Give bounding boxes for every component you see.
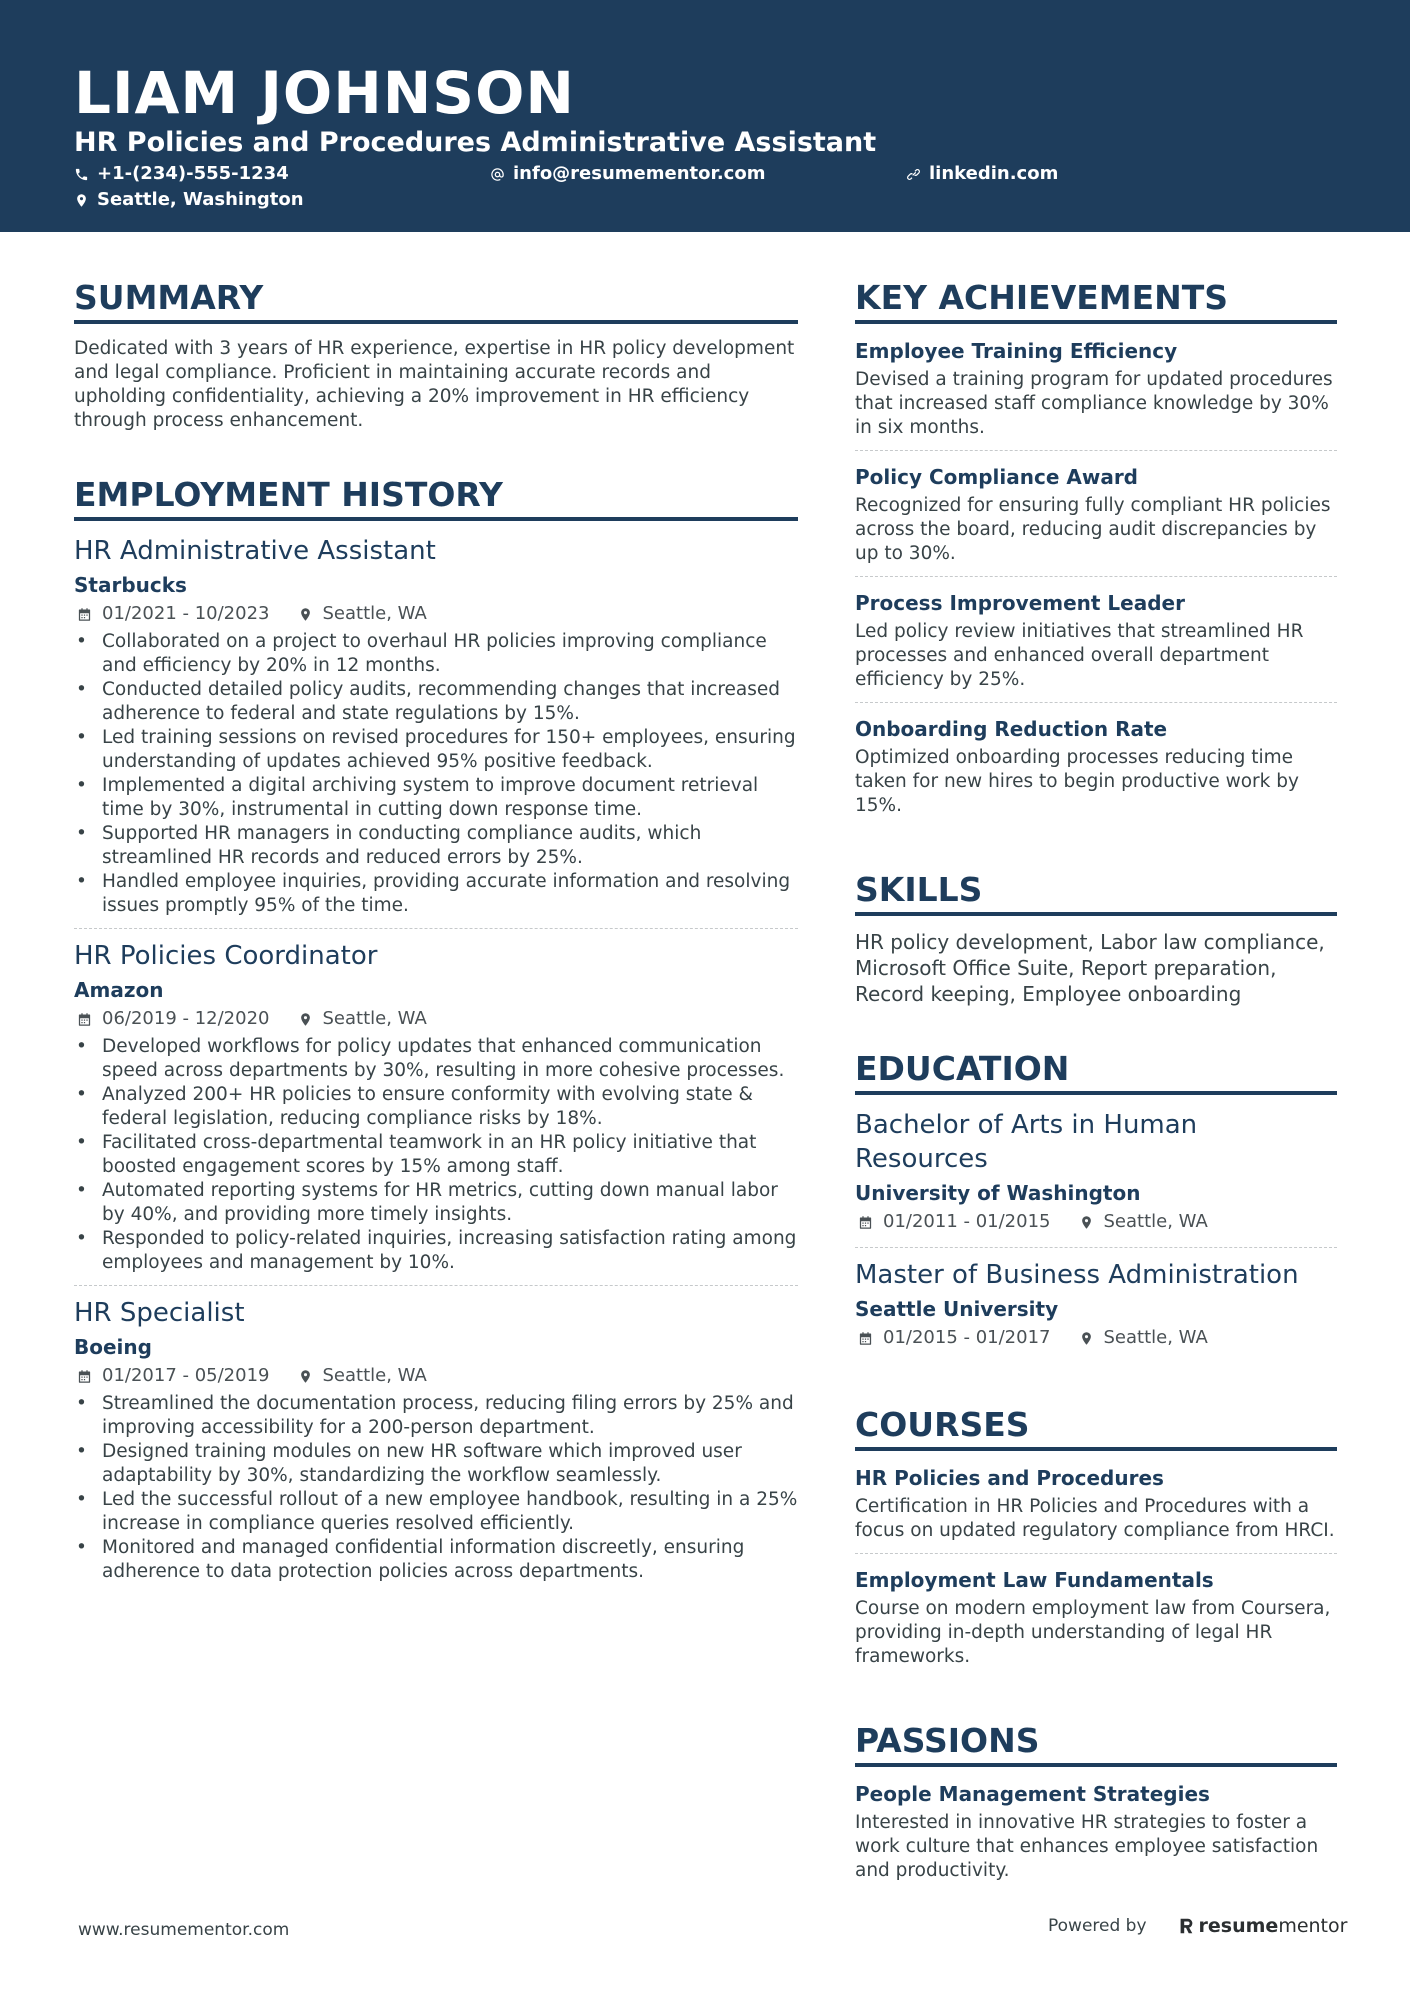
footer-website[interactable]: www.resumementor.com xyxy=(78,1920,290,1940)
education-item xyxy=(855,1258,1337,1363)
location-pin-icon xyxy=(1079,1331,1094,1346)
job-bullet: • Facilitated cross-departmental teamwork in an HR policy initiative that boosted engagement scores by 15% among staff. xyxy=(74,1131,798,1179)
achievement-item xyxy=(855,463,1337,577)
contact-email[interactable] xyxy=(490,162,765,186)
job-entry xyxy=(74,1296,798,1594)
education-dates xyxy=(858,1210,1051,1234)
calendar-icon xyxy=(77,607,92,622)
school-name: Seattle University xyxy=(855,1297,1059,1321)
job-dates xyxy=(77,602,270,626)
job-bullet: • Monitored and managed confidential information discreetly, ensuring adherence to data protection policies across departments. xyxy=(74,1536,798,1584)
job-bullet: • Streamlined the documentation process, reducing filing errors by 25% and improving accessibility for a 200-person department. xyxy=(74,1392,798,1440)
job-title: HR Specialist xyxy=(74,1298,245,1328)
brand-light-text: mentor xyxy=(1278,1915,1348,1937)
summary-text: Dedicated with 3 years of HR experience, expertise in HR policy development and legal compliance. Proficient in maintaining accurate records and upholding confidentiality, achieving a 20% improvement in HR efficiency through process enhancement. xyxy=(74,338,795,431)
job-bullets xyxy=(74,630,798,918)
passion-text: Interested in innovative HR strategies to foster a work culture that enhances employee satisfaction and productivity. xyxy=(855,1812,1319,1881)
education-location-text: Seattle, WA xyxy=(1103,1327,1208,1348)
resume-header xyxy=(0,0,1410,232)
left-column xyxy=(74,278,798,1636)
job-bullet: • Analyzed 200+ HR policies to ensure conformity with evolving state & federal legislation, reducing compliance risks by 18%. xyxy=(74,1083,798,1131)
achievement-text: Led policy review initiatives that streamlined HR processes and enhanced overall department efficiency by 25%. xyxy=(855,621,1304,690)
courses-heading: COURSES xyxy=(855,1405,1337,1451)
achievement-item xyxy=(855,337,1337,451)
course-text: Course on modern employment law from Coursera, providing in-depth understanding of legal HR frameworks. xyxy=(855,1598,1331,1667)
linkedin-text: linkedin.com xyxy=(929,163,1059,184)
job-meta xyxy=(74,602,798,626)
achievement-item xyxy=(855,715,1337,828)
courses-section xyxy=(855,1405,1337,1679)
job-bullet: • Automated reporting systems for HR metrics, cutting down manual labor by 40%, and providing more timely insights. xyxy=(74,1179,798,1227)
education-location xyxy=(1079,1326,1208,1350)
job-entry xyxy=(74,939,798,1286)
phone-icon xyxy=(74,167,89,182)
location-pin-icon xyxy=(298,607,313,622)
passions-heading: PASSIONS xyxy=(855,1721,1337,1767)
job-bullet: • Supported HR managers in conducting compliance audits, which streamlined HR records and reduced errors by 25%. xyxy=(74,822,798,870)
achievements-heading: KEY ACHIEVEMENTS xyxy=(855,278,1337,324)
candidate-name: LIAM JOHNSON xyxy=(74,59,575,127)
job-bullet: • Developed workflows for policy updates that enhanced communication speed across departments by 30%, resulting in more cohesive processes. xyxy=(74,1035,798,1083)
job-dates-text: 01/2021 - 10/2023 xyxy=(102,603,270,624)
job-bullet: • Handled employee inquiries, providing accurate information and resolving issues promptly 95% of the time. xyxy=(74,870,798,918)
education-item xyxy=(855,1108,1337,1248)
achievement-title: Onboarding Reduction Rate xyxy=(855,717,1168,741)
contact-linkedin[interactable] xyxy=(906,162,1058,186)
degree-name: Master of Business Administration xyxy=(855,1260,1299,1290)
job-location-text: Seattle, WA xyxy=(322,603,427,624)
achievement-text: Devised a training program for updated procedures that increased staff compliance knowledge by 30% in six months. xyxy=(855,369,1333,438)
right-column xyxy=(855,278,1337,1935)
passion-title: People Management Strategies xyxy=(855,1782,1210,1806)
job-meta xyxy=(74,1364,798,1388)
job-bullet: • Responded to policy-related inquiries, increasing satisfaction rating among employees and management by 10%. xyxy=(74,1227,798,1275)
job-entry xyxy=(74,534,798,929)
company-name: Amazon xyxy=(74,978,164,1002)
education-dates-text: 01/2011 - 01/2015 xyxy=(883,1211,1051,1232)
achievement-item xyxy=(855,589,1337,703)
job-meta xyxy=(74,1007,798,1031)
footer-powered-by xyxy=(1048,1915,1347,1937)
job-bullet: • Led training sessions on revised procedures for 150+ employees, ensuring understanding of updates achieved 95% positive feedback. xyxy=(74,726,798,774)
course-item xyxy=(855,1464,1337,1554)
job-dates-text: 01/2017 - 05/2019 xyxy=(102,1365,270,1386)
skills-text: HR policy development, Labor law compliance, Microsoft Office Suite, Report preparation, Record keeping, Employee onboarding xyxy=(855,930,1325,1006)
course-item xyxy=(855,1566,1337,1679)
job-title: HR Policies Coordinator xyxy=(74,941,378,971)
job-bullet: • Implemented a digital archiving system to improve document retrieval time by 30%, instrumental in cutting down response time. xyxy=(74,774,798,822)
course-text: Certification in HR Policies and Procedures with a focus on updated regulatory compliance from HRCI. xyxy=(855,1496,1335,1541)
employment-heading: EMPLOYMENT HISTORY xyxy=(74,475,798,521)
resumementor-logo-icon xyxy=(1177,1917,1195,1935)
school-name: University of Washington xyxy=(855,1181,1141,1205)
company-name: Boeing xyxy=(74,1335,152,1359)
education-heading: EDUCATION xyxy=(855,1049,1337,1095)
achievement-title: Employee Training Efficiency xyxy=(855,339,1178,363)
course-title: HR Policies and Procedures xyxy=(855,1466,1164,1490)
course-title: Employment Law Fundamentals xyxy=(855,1568,1214,1592)
calendar-icon xyxy=(77,1369,92,1384)
calendar-icon xyxy=(77,1012,92,1027)
powered-by-label: Powered by xyxy=(1048,1916,1147,1936)
achievement-title: Process Improvement Leader xyxy=(855,591,1185,615)
job-dates-text: 06/2019 - 12/2020 xyxy=(102,1008,270,1029)
contact-location xyxy=(74,188,304,212)
passion-item xyxy=(855,1780,1337,1893)
job-bullet: • Led the successful rollout of a new employee handbook, resulting in a 25% increase in compliance queries resolved efficiently. xyxy=(74,1488,798,1536)
brand-logo[interactable] xyxy=(1177,1915,1348,1937)
link-icon xyxy=(906,167,921,182)
education-location-text: Seattle, WA xyxy=(1103,1211,1208,1232)
job-bullet: • Collaborated on a project to overhaul HR policies improving compliance and efficiency by 20% in 12 months. xyxy=(74,630,798,678)
education-dates xyxy=(858,1326,1051,1350)
summary-heading: SUMMARY xyxy=(74,278,798,324)
job-dates xyxy=(77,1364,270,1388)
summary-section xyxy=(74,278,798,433)
job-location xyxy=(298,1364,427,1388)
education-meta xyxy=(855,1210,1337,1234)
calendar-icon xyxy=(858,1215,873,1230)
company-name: Starbucks xyxy=(74,573,187,597)
phone-text: +1-(234)-555-1234 xyxy=(97,163,289,184)
location-text: Seattle, Washington xyxy=(97,189,304,210)
location-pin-icon xyxy=(298,1012,313,1027)
job-title: HR Administrative Assistant xyxy=(74,536,436,566)
job-location xyxy=(298,1007,427,1031)
brand-bold-text: resume xyxy=(1198,1915,1279,1937)
achievement-text: Recognized for ensuring fully compliant HR policies across the board, reducing audit discrepancies by up to 30%. xyxy=(855,495,1331,564)
job-bullets xyxy=(74,1035,798,1275)
job-bullets xyxy=(74,1392,798,1584)
location-pin-icon xyxy=(74,193,89,208)
education-location xyxy=(1079,1210,1208,1234)
location-pin-icon xyxy=(1079,1215,1094,1230)
degree-name: Bachelor of Arts in Human Resources xyxy=(855,1110,1198,1174)
calendar-icon xyxy=(858,1331,873,1346)
employment-section xyxy=(74,475,798,1594)
job-bullet: • Designed training modules on new HR software which improved user adaptability by 30%, standardizing the workflow seamlessly. xyxy=(74,1440,798,1488)
at-icon xyxy=(490,167,505,182)
education-meta xyxy=(855,1326,1337,1350)
job-location-text: Seattle, WA xyxy=(322,1008,427,1029)
contact-phone[interactable] xyxy=(74,162,289,186)
skills-heading: SKILLS xyxy=(855,870,1337,916)
job-location-text: Seattle, WA xyxy=(322,1365,427,1386)
achievements-section xyxy=(855,278,1337,828)
achievement-title: Policy Compliance Award xyxy=(855,465,1138,489)
job-location xyxy=(298,602,427,626)
achievement-text: Optimized onboarding processes reducing time taken for new hires to begin productive work by 15%. xyxy=(855,747,1299,816)
passions-section xyxy=(855,1721,1337,1893)
candidate-title: HR Policies and Procedures Administrative Assistant xyxy=(74,127,877,158)
education-dates-text: 01/2015 - 01/2017 xyxy=(883,1327,1051,1348)
education-section xyxy=(855,1049,1337,1363)
email-text: info@resumementor.com xyxy=(513,163,766,184)
job-dates xyxy=(77,1007,270,1031)
job-bullet: • Conducted detailed policy audits, recommending changes that increased adherence to federal and state regulations by 15%. xyxy=(74,678,798,726)
skills-section xyxy=(855,870,1337,1007)
location-pin-icon xyxy=(298,1369,313,1384)
